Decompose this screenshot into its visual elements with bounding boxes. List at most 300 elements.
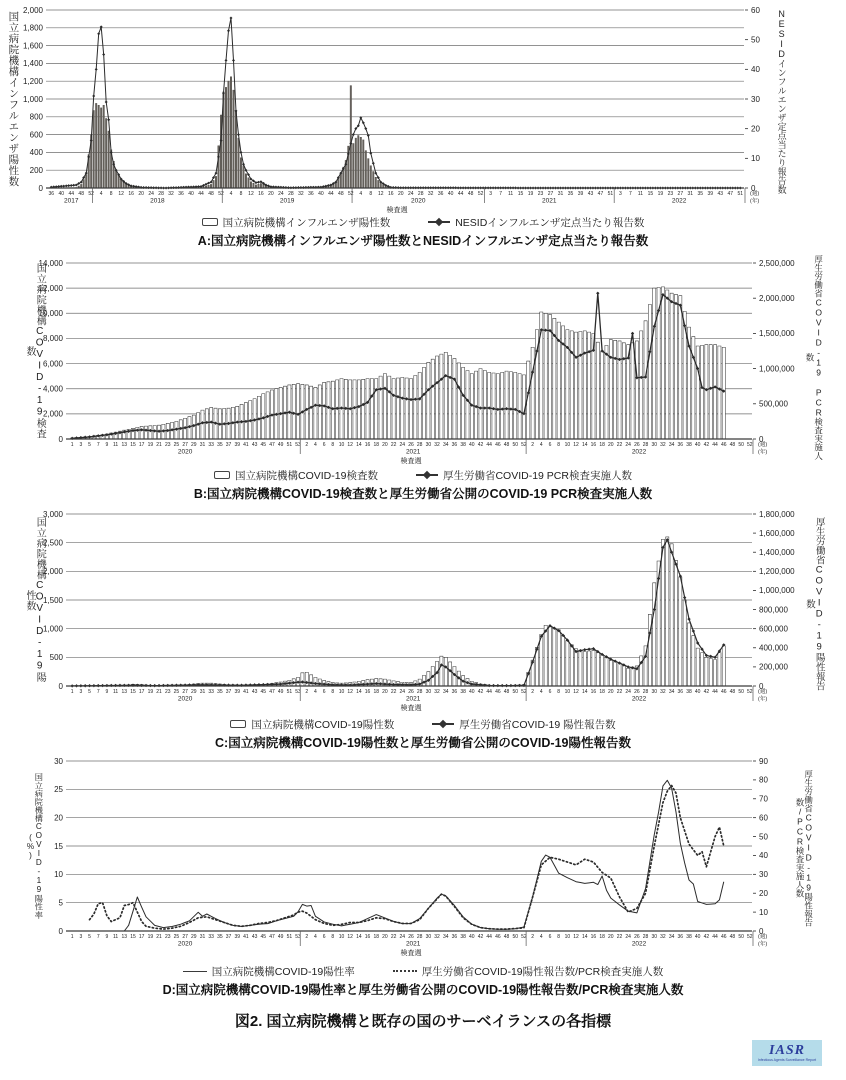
x-axis-tick-label: 48 xyxy=(338,191,344,197)
x-axis-tick-label: 4 xyxy=(314,689,317,695)
x-axis-tick-label: 19 xyxy=(527,191,534,197)
x-axis-tick-label: 48 xyxy=(503,689,510,695)
x-axis-tick-label: 20 xyxy=(268,191,274,197)
chart-c-right-axis-label: 厚生労働省COVID-19陽性報告数 xyxy=(804,517,825,691)
y-axis-right-tick-label: 200,000 xyxy=(759,662,788,672)
x-axis-tick-label: 24 xyxy=(625,934,631,940)
x-axis-tick-label: 15 xyxy=(130,442,136,448)
x-axis-tick-label: 46 xyxy=(495,934,501,940)
x-axis-tick-label: 4 xyxy=(359,191,363,197)
x-axis-tick-label: 47 xyxy=(269,934,275,940)
x-axis-tick-label: 46 xyxy=(495,689,501,695)
x-axis-tick-label: 24 xyxy=(148,191,154,197)
legend-item xyxy=(202,215,391,230)
x-axis-tick-label: 10 xyxy=(564,689,571,695)
y-axis-left-tick-label: 0 xyxy=(58,434,63,444)
x-axis-tick-label: 6 xyxy=(322,934,326,940)
y-axis-left-tick-label: 1,000 xyxy=(22,94,43,104)
x-axis-tick-label: 32 xyxy=(298,191,304,197)
x-axis-tick-label: 52 xyxy=(747,689,753,695)
y-axis-right-tick-label: 50 xyxy=(759,832,768,842)
x-axis-tick-label: 8 xyxy=(331,934,335,940)
x-axis-tick-label: 27 xyxy=(677,191,684,197)
x-axis-tick-label: 48 xyxy=(467,191,474,197)
x-axis-tick-label: 6 xyxy=(548,442,552,448)
y-axis-right-tick-label: 1,800,000 xyxy=(759,509,795,519)
x-axis-tick-label: 48 xyxy=(503,934,510,940)
legend-label: 厚生労働省COVID-19陽性報告数/PCR検査実施人数 xyxy=(421,965,664,978)
x-axis-tick-label: 44 xyxy=(486,689,492,695)
x-axis-tick-label: 41 xyxy=(243,934,249,940)
x-axis-tick-label: 21 xyxy=(156,689,162,695)
x-axis-tick-label: 53 xyxy=(295,689,301,695)
y-axis-right-tick-label: 600,000 xyxy=(759,624,788,634)
chart-c-title: C:国立病院機構COVID-19陽性数と厚生労働省公開のCOVID-19陽性報告数 xyxy=(215,736,631,750)
legend-item xyxy=(416,468,632,483)
x-axis-tick-label: 1 xyxy=(70,934,74,940)
chart-b-left-axis-label: 国立病院機構COVID-19検査数 xyxy=(24,263,46,439)
x-axis-tick-label: 24 xyxy=(399,689,406,695)
x-axis-tick-label: 6 xyxy=(322,442,326,448)
x-axis-tick-label: 40 xyxy=(469,689,475,695)
x-axis-tick-label: 49 xyxy=(277,689,284,695)
legend-item xyxy=(214,468,378,483)
chart-b-right-axis-label: 厚生労働省COVID-19 PCR検査実施人数 xyxy=(805,254,824,460)
x-axis-tick-label: 36 xyxy=(677,442,684,448)
x-axis-tick-label: 38 xyxy=(460,442,466,448)
x-axis-tick-label: 12 xyxy=(347,442,353,448)
x-axis-tick-label: 52 xyxy=(218,191,224,197)
chart-a-plot xyxy=(0,2,846,214)
x-axis-tick-label: 21 xyxy=(156,442,162,448)
x-axis-tick-label: 6 xyxy=(548,934,552,940)
x-axis-tick-label: 7 xyxy=(96,442,100,448)
y-axis-left-tick-label: 12,000 xyxy=(38,283,63,293)
bar-series xyxy=(71,287,726,439)
x-axis-tick-label: 36 xyxy=(451,689,458,695)
y-axis-right-tick-label: 1,000,000 xyxy=(759,586,795,596)
x-axis-tick-label: 38 xyxy=(686,689,692,695)
x-axis-tick-label: 44 xyxy=(486,934,492,940)
x-axis-tick-label: 53 xyxy=(295,442,301,448)
x-axis-tick-label: 24 xyxy=(407,191,414,197)
x-axis-tick-label: 23 xyxy=(164,442,171,448)
x-axis-tick-label: 17 xyxy=(138,689,145,695)
x-axis-tick-label: 4 xyxy=(314,934,317,940)
x-axis-tick-label: 25 xyxy=(173,934,180,940)
x-axis-year-label: 2020 xyxy=(177,695,193,703)
y-axis-right-tick-label: 80 xyxy=(759,775,768,785)
y-axis-right-tick-label: 1,400,000 xyxy=(759,548,795,558)
x-axis-tick-label: 46 xyxy=(720,442,727,448)
chart-a-left-axis-label: 国立病院機構インフルエンザ陽性数 xyxy=(7,11,20,187)
x-axis-tick-label: 20 xyxy=(608,934,614,940)
x-axis-tick-label: 38 xyxy=(460,934,466,940)
x-axis-year-label: 2021 xyxy=(405,940,421,948)
x-axis-tick-label: 50 xyxy=(512,442,519,448)
x-axis-tick-label: 16 xyxy=(128,191,134,197)
x-axis-tick-label: 2 xyxy=(305,934,309,940)
y-axis-left-tick-label: 2,000 xyxy=(22,5,43,15)
x-axis-tick-label: 3 xyxy=(79,934,83,940)
y-axis-left-tick-label: 400 xyxy=(29,148,43,158)
x-axis-tick-label: 48 xyxy=(729,442,736,448)
x-axis-tick-label: 2 xyxy=(531,689,535,695)
y-axis-right-tick-label: 2,500,000 xyxy=(759,258,795,268)
x-axis-tick-label: 31 xyxy=(199,934,206,940)
x-axis-tick-label: 39 xyxy=(707,191,714,197)
x-axis-tick-label: 50 xyxy=(738,934,744,940)
x-axis-tick-label: 9 xyxy=(105,689,109,695)
x-axis-tick-label: 16 xyxy=(387,191,394,197)
x-axis-tick-label: 16 xyxy=(590,442,597,448)
dotted-line-series xyxy=(90,786,724,930)
x-axis-year-label: 2021 xyxy=(542,197,557,205)
x-axis-tick-label: 28 xyxy=(417,191,424,197)
x-axis-tick-label: 15 xyxy=(130,934,136,940)
iasr-logo-subtext: Infectious Agents Surveillance Report xyxy=(757,1057,817,1062)
line-series-markers xyxy=(70,538,725,688)
x-axis-tick-label: 43 xyxy=(717,191,724,197)
x-axis-tick-label: 46 xyxy=(720,934,727,940)
x-axis-tick-label: 44 xyxy=(457,191,464,197)
bar-series xyxy=(61,77,394,188)
x-axis-tick-label: 23 xyxy=(164,934,171,940)
x-axis-year-label: 2021 xyxy=(405,448,421,456)
x-axis-tick-label: 38 xyxy=(686,934,692,940)
y-axis-right-tick-label: 50 xyxy=(751,35,760,45)
x-axis-tick-label: 43 xyxy=(587,191,594,197)
chart-b-plot xyxy=(0,249,846,467)
x-axis-tick-label: 26 xyxy=(634,934,640,940)
x-axis-tick-label: 52 xyxy=(521,689,527,695)
legend-label: NESIDインフルエンザ定点当たり報告数 xyxy=(455,216,645,229)
x-axis-tick-label: 22 xyxy=(616,689,623,695)
x-axis-year-unit-label: (年) xyxy=(750,198,760,205)
x-axis-tick-label: 52 xyxy=(477,191,484,197)
y-axis-left-tick-label: 800 xyxy=(29,112,43,122)
x-axis-tick-label: 9 xyxy=(105,934,109,940)
x-axis-tick-label: 15 xyxy=(647,191,654,197)
x-axis-tick-label: 32 xyxy=(660,442,666,448)
x-axis-tick-label: 22 xyxy=(390,689,397,695)
x-axis-year-label: 2019 xyxy=(279,197,295,205)
chart-a-legend xyxy=(0,214,846,230)
y-axis-right-tick-label: 60 xyxy=(751,5,760,15)
x-axis-tick-label: 9 xyxy=(105,442,109,448)
legend-item xyxy=(432,717,615,732)
x-axis-tick-label: 6 xyxy=(548,689,552,695)
x-axis-tick-label: 32 xyxy=(660,689,666,695)
y-axis-right-tick-label: 1,000,000 xyxy=(759,364,795,374)
x-axis-tick-label: 25 xyxy=(173,689,180,695)
x-axis-tick-label: 45 xyxy=(260,689,267,695)
x-axis-tick-label: 39 xyxy=(234,442,241,448)
x-axis-tick-label: 1 xyxy=(70,442,74,448)
x-axis-tick-label: 28 xyxy=(416,934,423,940)
x-axis-tick-label: 14 xyxy=(581,934,588,940)
x-axis-tick-label: 48 xyxy=(729,934,736,940)
x-axis-tick-label: 49 xyxy=(277,442,284,448)
y-axis-left-tick-label: 10,000 xyxy=(38,309,63,319)
x-axis-tick-label: 2 xyxy=(531,442,535,448)
x-axis-tick-label: 20 xyxy=(382,442,388,448)
x-axis-tick-label: 20 xyxy=(608,689,614,695)
x-axis-tick-label: 42 xyxy=(477,442,484,448)
x-axis-tick-label: 18 xyxy=(373,934,380,940)
x-axis-tick-label: 31 xyxy=(557,191,564,197)
line-series-icon xyxy=(416,471,438,480)
y-axis-left-tick-label: 20 xyxy=(54,813,63,823)
x-axis-tick-label: 18 xyxy=(373,689,380,695)
x-axis-tick-label: 5 xyxy=(88,442,91,448)
x-axis-tick-label: 3 xyxy=(619,191,622,197)
x-axis-tick-label: 43 xyxy=(251,442,258,448)
chart-d-right-axis-label: 厚生労働省COVID-19陽性報告数/PCR検査実施人数 xyxy=(795,769,814,927)
x-axis-tick-label: 10 xyxy=(564,442,571,448)
x-axis-week-unit-label: (週) xyxy=(758,689,768,695)
x-axis-tick-label: 51 xyxy=(286,442,293,448)
y-axis-right-tick-label: 1,600,000 xyxy=(759,528,795,538)
x-axis-title: 検査週 xyxy=(400,458,422,465)
y-axis-left-tick-label: 30 xyxy=(54,756,63,766)
y-axis-right-tick-label: 60 xyxy=(759,813,768,823)
y-axis-left-tick-label: 3,000 xyxy=(42,509,63,519)
x-axis-tick-label: 4 xyxy=(99,191,103,197)
x-axis-tick-label: 12 xyxy=(573,442,579,448)
x-axis-tick-label: 5 xyxy=(88,689,91,695)
x-axis-week-unit-label: (週) xyxy=(758,442,768,448)
x-axis-tick-label: 28 xyxy=(642,689,649,695)
line-series xyxy=(51,18,740,188)
x-axis-tick-label: 43 xyxy=(251,934,258,940)
y-axis-left-tick-label: 1,500 xyxy=(42,595,63,605)
chart-a-right-axis-label: NESIDインフルエンザ定点当たり報告数 xyxy=(776,8,787,194)
x-axis-tick-label: 7 xyxy=(96,689,100,695)
y-axis-left-tick-label: 1,800 xyxy=(22,23,43,33)
y-axis-right-tick-label: 800,000 xyxy=(759,605,788,615)
x-axis-title: 検査週 xyxy=(400,705,422,712)
x-axis-tick-label: 50 xyxy=(512,934,519,940)
y-axis-left-tick-label: 2,500 xyxy=(42,538,63,548)
x-axis-tick-label: 19 xyxy=(147,934,154,940)
x-axis-tick-label: 31 xyxy=(687,191,694,197)
x-axis-tick-label: 8 xyxy=(331,689,335,695)
x-axis-tick-label: 11 xyxy=(113,689,119,695)
x-axis-tick-label: 26 xyxy=(634,689,640,695)
x-axis-year-unit-label: (年) xyxy=(758,941,768,948)
x-axis-tick-label: 45 xyxy=(260,442,267,448)
iasr-logo-text: IASR xyxy=(769,1042,805,1058)
x-axis-tick-label: 35 xyxy=(217,934,223,940)
x-axis-tick-label: 40 xyxy=(188,191,194,197)
x-axis-tick-label: 52 xyxy=(747,934,753,940)
x-axis-tick-label: 24 xyxy=(399,442,406,448)
x-axis-tick-label: 14 xyxy=(581,689,588,695)
x-axis-tick-label: 36 xyxy=(178,191,184,197)
x-axis-tick-label: 40 xyxy=(469,934,475,940)
x-axis-tick-label: 16 xyxy=(258,191,264,197)
x-axis-tick-label: 50 xyxy=(738,689,744,695)
y-axis-right-tick-label: 70 xyxy=(759,794,768,804)
x-axis-ticks xyxy=(71,689,753,703)
x-axis-tick-label: 35 xyxy=(697,191,704,197)
x-axis-tick-label: 20 xyxy=(608,442,614,448)
x-axis-tick-label: 32 xyxy=(660,934,666,940)
x-axis-tick-label: 44 xyxy=(328,191,334,197)
x-axis-tick-label: 37 xyxy=(225,934,232,940)
x-axis-year-label: 2018 xyxy=(150,197,165,205)
x-axis-tick-label: 30 xyxy=(425,442,432,448)
x-axis-tick-label: 35 xyxy=(217,689,223,695)
x-axis-tick-label: 50 xyxy=(512,689,519,695)
x-axis-tick-label: 27 xyxy=(547,191,554,197)
x-axis-tick-label: 51 xyxy=(286,689,293,695)
x-axis-tick-label: 31 xyxy=(199,689,206,695)
x-axis-tick-label: 32 xyxy=(434,689,440,695)
x-axis-tick-label: 40 xyxy=(447,191,454,197)
y-axis-right-tick-label: 0 xyxy=(751,183,756,193)
x-axis-year-label: 2020 xyxy=(177,940,193,948)
legend-label: 国立病院機構COVID-19検査数 xyxy=(235,469,378,482)
chart-c-left-axis-label: 国立病院機構COVID-19陽性数 xyxy=(24,517,46,683)
x-axis-year-label: 2022 xyxy=(671,197,687,205)
x-axis-tick-label: 7 xyxy=(96,934,100,940)
y-axis-left-tick-label: 2,000 xyxy=(42,567,63,577)
x-axis-tick-label: 40 xyxy=(58,191,65,197)
x-axis-tick-label: 38 xyxy=(686,442,692,448)
legend-item xyxy=(183,964,355,979)
x-axis-tick-label: 10 xyxy=(564,934,571,940)
x-axis-tick-label: 17 xyxy=(138,442,145,448)
gridlines xyxy=(46,10,744,170)
x-axis-tick-label: 34 xyxy=(442,934,449,940)
bar-series-icon xyxy=(214,471,230,479)
x-axis-tick-label: 20 xyxy=(382,689,388,695)
x-axis-year-label: 2020 xyxy=(410,197,426,205)
bar-series-icon xyxy=(230,720,246,728)
x-axis-tick-label: 16 xyxy=(590,689,597,695)
y-axis-left-tick-label: 6,000 xyxy=(42,359,63,369)
x-axis-tick-label: 26 xyxy=(408,934,414,940)
x-axis-tick-label: 32 xyxy=(168,191,174,197)
x-axis-tick-label: 42 xyxy=(477,934,484,940)
x-axis-tick-label: 12 xyxy=(347,934,353,940)
y-axis-right-tick-label: 400,000 xyxy=(759,643,788,653)
x-axis-tick-label: 29 xyxy=(191,934,197,940)
x-axis-tick-label: 23 xyxy=(164,689,171,695)
x-axis-tick-label: 12 xyxy=(248,191,254,197)
x-axis-tick-label: 42 xyxy=(477,689,484,695)
x-axis-tick-label: 24 xyxy=(625,689,631,695)
panel-c xyxy=(0,502,846,751)
x-axis-week-unit-label: (週) xyxy=(758,934,768,940)
x-axis-tick-label: 6 xyxy=(322,689,326,695)
x-axis-tick-label: 46 xyxy=(720,689,727,695)
y-axis-left-tick-label: 8,000 xyxy=(42,334,63,344)
y-axis-right-tick-label: 30 xyxy=(751,94,760,104)
x-axis-tick-label: 13 xyxy=(121,442,128,448)
x-axis-tick-label: 44 xyxy=(198,191,204,197)
x-axis-tick-label: 4 xyxy=(229,191,233,197)
y-axis-right-tick-label: 0 xyxy=(759,926,764,936)
x-axis-tick-label: 28 xyxy=(642,442,649,448)
legend-item xyxy=(230,717,394,732)
chart-d-left-axis-label: 国立病院機構COVID-19陽性率(%) xyxy=(26,773,44,919)
x-axis-tick-label: 34 xyxy=(442,689,449,695)
x-axis-tick-label: 28 xyxy=(288,191,294,197)
x-axis-tick-label: 27 xyxy=(182,934,188,940)
y-axis-right-tick-label: 1,200,000 xyxy=(759,567,795,577)
x-axis-tick-label: 32 xyxy=(434,934,440,940)
y-axis-right-tick-label: 20 xyxy=(759,889,768,899)
y-axis-left-tick-label: 4,000 xyxy=(42,384,63,394)
x-axis-tick-label: 4 xyxy=(539,442,543,448)
chart-d-plot xyxy=(0,751,846,963)
x-axis-tick-label: 26 xyxy=(408,442,414,448)
x-axis-tick-label: 25 xyxy=(173,442,180,448)
y-axis-left-tick-label: 25 xyxy=(54,785,63,795)
x-axis-tick-label: 19 xyxy=(147,689,154,695)
x-axis-tick-label: 14 xyxy=(356,689,362,695)
y-axis-right-tick-label: 20 xyxy=(751,124,760,134)
x-axis-tick-label: 41 xyxy=(243,689,249,695)
y-axis-left-tick-label: 0 xyxy=(58,926,63,936)
x-axis-tick-label: 18 xyxy=(599,689,605,695)
x-axis-week-unit-label: (週) xyxy=(750,191,760,197)
x-axis-year-label: 2022 xyxy=(631,940,647,948)
x-axis-tick-label: 51 xyxy=(737,191,744,197)
x-axis-tick-label: 12 xyxy=(573,689,579,695)
x-axis-tick-label: 10 xyxy=(338,689,345,695)
x-axis-tick-label: 46 xyxy=(495,442,501,448)
x-axis-tick-label: 26 xyxy=(634,442,640,448)
iasr-logo xyxy=(752,1040,822,1066)
line-series-icon xyxy=(428,218,450,227)
x-axis-tick-label: 2 xyxy=(305,442,309,448)
x-axis-tick-label: 36 xyxy=(451,442,458,448)
x-axis-tick-label: 19 xyxy=(657,191,664,197)
x-axis-year-label: 2021 xyxy=(405,695,421,703)
x-axis-tick-label: 52 xyxy=(747,442,753,448)
y-axis-left-tick-label: 10 xyxy=(54,870,63,880)
x-axis-tick-label: 34 xyxy=(442,442,449,448)
panel-d xyxy=(0,751,846,998)
x-axis-tick-label: 12 xyxy=(573,934,579,940)
bar-series-icon xyxy=(202,218,218,226)
x-axis-tick-label: 51 xyxy=(286,934,293,940)
x-axis-tick-label: 39 xyxy=(234,689,241,695)
x-axis-tick-label: 30 xyxy=(651,934,658,940)
x-axis-tick-label: 30 xyxy=(651,689,658,695)
x-axis-tick-label: 33 xyxy=(208,442,214,448)
x-axis-tick-label: 16 xyxy=(364,442,371,448)
x-axis-tick-label: 45 xyxy=(260,934,267,940)
x-axis-tick-label: 14 xyxy=(581,442,588,448)
legend-item xyxy=(393,964,664,979)
y-axis-left-tick-label: 2,000 xyxy=(42,409,63,419)
x-axis-tick-label: 51 xyxy=(607,191,614,197)
x-axis-tick-label: 47 xyxy=(269,442,275,448)
x-axis-tick-label: 30 xyxy=(651,442,658,448)
y-axis-right-tick-label: 90 xyxy=(759,756,768,766)
figure-caption: 図2. 国立病院機構と既存の国のサーベイランスの各指標 xyxy=(234,1013,612,1030)
y-axis-right-tick-label: 0 xyxy=(759,681,764,691)
y-axis-left-tick-label: 600 xyxy=(29,130,43,140)
x-axis-tick-label: 13 xyxy=(121,689,128,695)
x-axis-tick-label: 8 xyxy=(369,191,373,197)
x-axis-tick-label: 40 xyxy=(318,191,324,197)
